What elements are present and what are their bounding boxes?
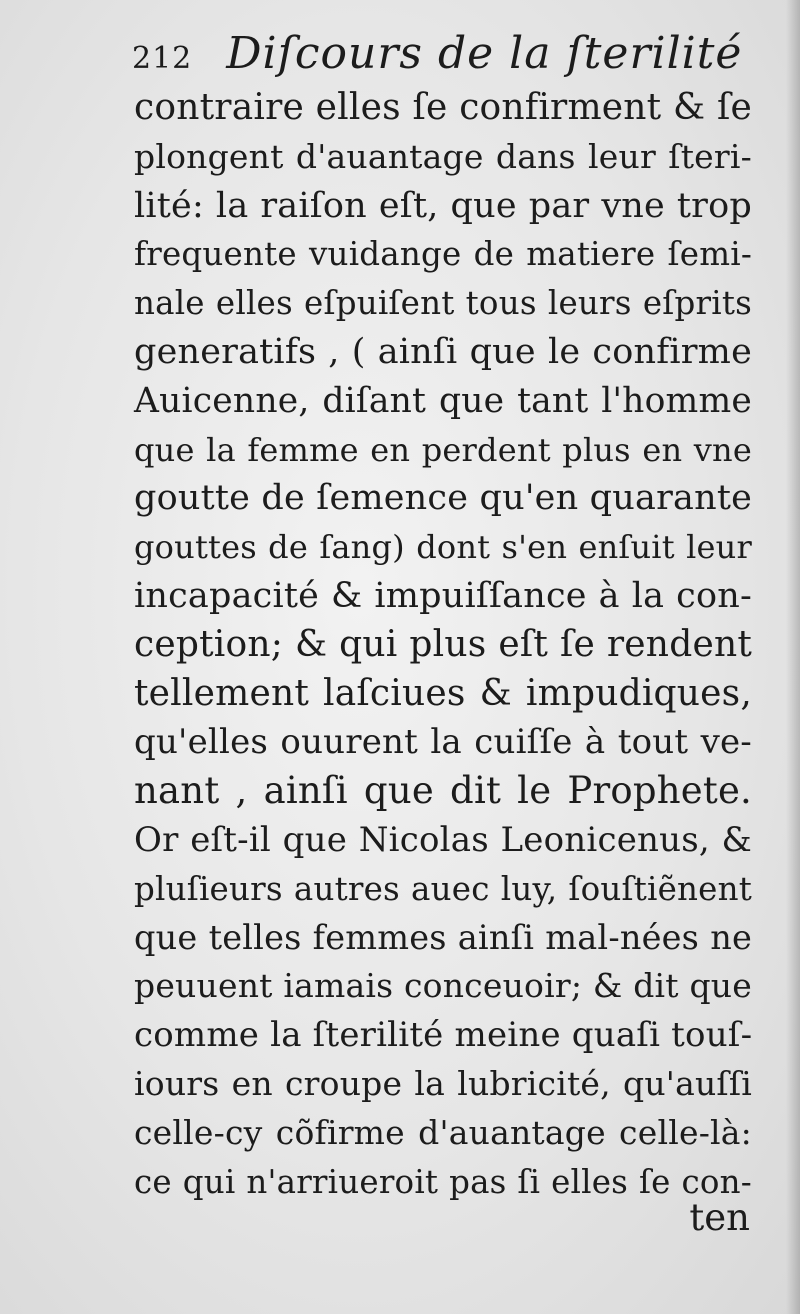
text-line: goutte de ſemence qu'en quarante (134, 478, 752, 519)
text-line: generatifs , ( ainſi que le confirme (134, 331, 752, 372)
text-line: plongent d'auantage dans leur ſteri- (134, 136, 752, 176)
text-line: gouttes de ſang) dont s'en enſuit leur (134, 528, 752, 567)
text-line: que la femme en perdent plus en vne (134, 430, 752, 469)
text-line: contraire elles ſe confirment & ſe (134, 87, 752, 128)
text-line: nant , ainſi que dit le Prophete. (134, 769, 752, 813)
text-line: Auicenne, diſant que tant l'homme (134, 380, 752, 421)
page-edge-shadow (786, 0, 800, 1314)
text-line: peuuent iamais conceuoir; & dit que (134, 966, 752, 1006)
text-line: ception; & qui plus eſt ſe rendent (134, 623, 752, 665)
text-line: celle-cy cõfirme d'auantage celle-là: (134, 1112, 752, 1152)
text-line: incapacité & impuiſſance à la con- (134, 575, 752, 616)
text-line: iours en croupe la lubricité, qu'auſſi (134, 1063, 752, 1103)
text-line: Or eſt-il que Nicolas Leonicenus, & (134, 819, 752, 860)
text-line: nale elles eſpuiſent tous leurs eſprits (134, 284, 752, 323)
text-line: qu'elles ouurent la cuiſſe à tout ve- (134, 722, 752, 763)
body-text (134, 84, 752, 1206)
text-line: tellement laſciues & impudiques, (134, 672, 752, 714)
running-title: Diſcours de la ſterilité (226, 28, 743, 79)
page-header (132, 28, 742, 88)
text-line: comme la ſterilité meine quaſi touſ- (134, 1015, 753, 1056)
text-line: lité: la raiſon eſt, que par vne trop (134, 185, 752, 226)
page-number: 212 (132, 41, 193, 76)
catchword: ten (689, 1196, 750, 1239)
text-line: que telles femmes ainſi mal-nées ne (134, 917, 752, 957)
text-line: pluſieurs autres auec luy, ſouſtiẽnent (134, 869, 752, 908)
text-line: ce qui n'arriueroit pas ſi elles ſe con- (134, 1162, 752, 1201)
text-line: frequente vuidange de matiere ſemi- (134, 235, 752, 274)
